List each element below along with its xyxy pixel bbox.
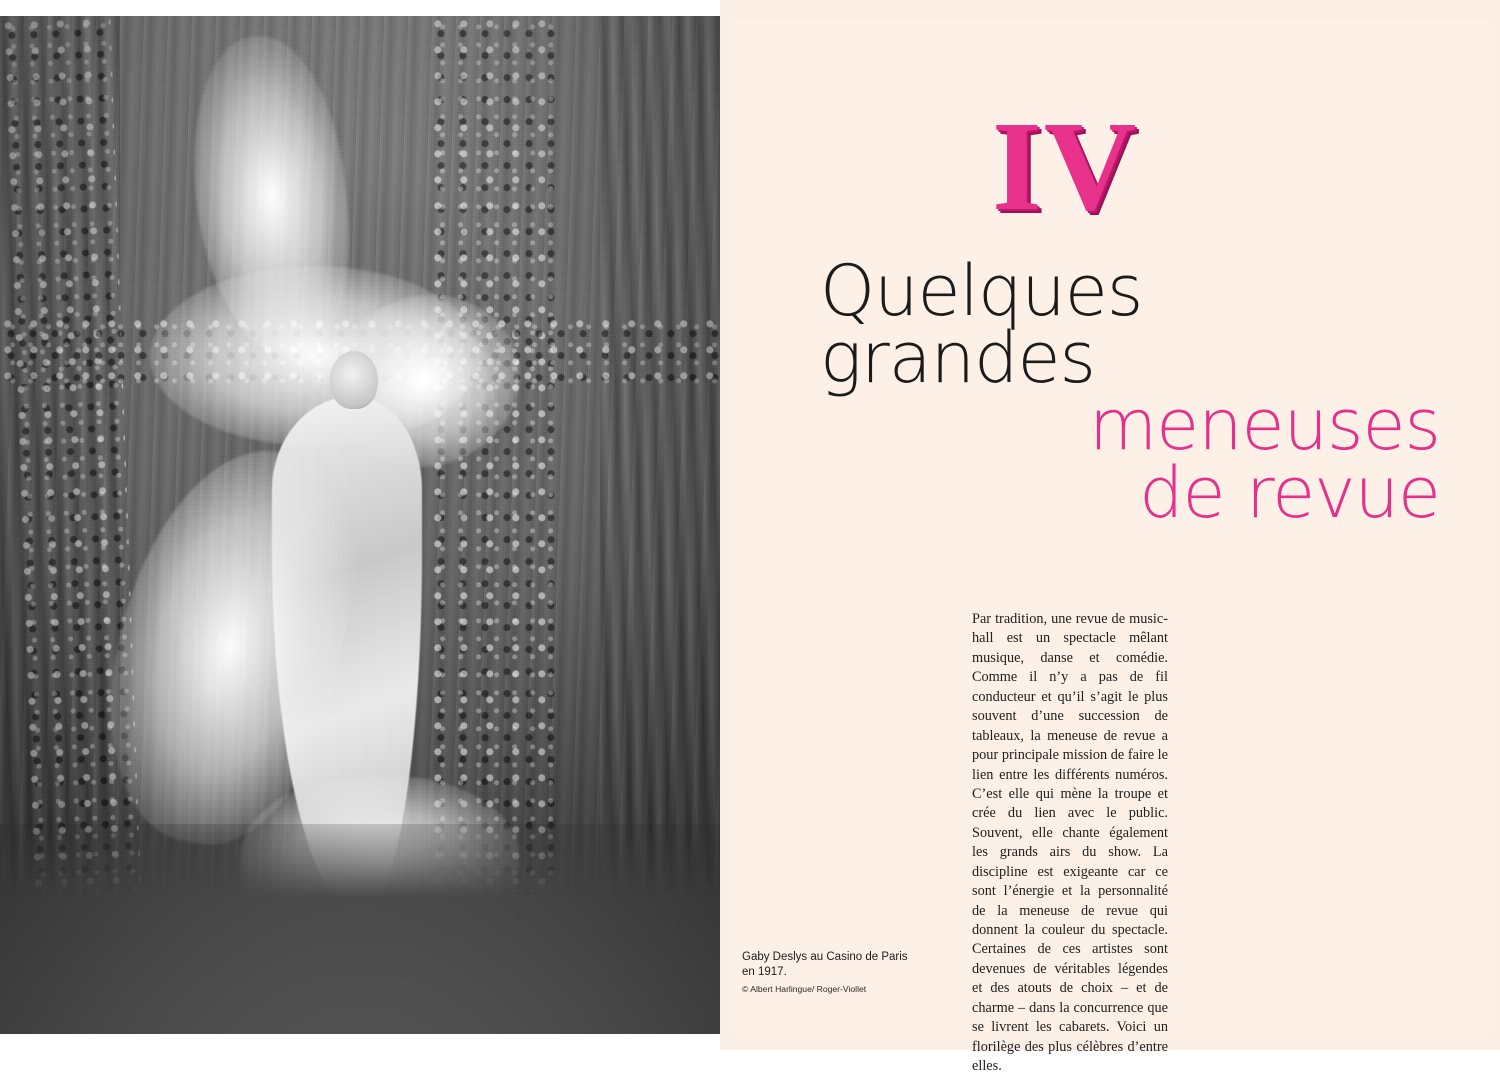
right-page-background: [730, 20, 1490, 1075]
chapter-number: IV: [992, 95, 1139, 237]
photo-vignette: [0, 16, 720, 1034]
title-line-2: grandes: [820, 317, 1096, 400]
caption-text: Gaby Deslys au Casino de Paris en 1917.: [742, 951, 908, 978]
title-line-4: de revue: [1139, 451, 1440, 534]
right-page: [720, 0, 1500, 1075]
page-title: [820, 250, 1440, 534]
left-page: [0, 0, 720, 1050]
intro-paragraph: Par tradition, une revue de music-hall est un spectacle mêlant musique, danse et comédie. Comme il n’y a pas de fil conducteur et qu’il s’agit le plus souvent d’une succession de tableaux, la meneuse de revue a pour principale mission de faire le lien entre les différents numéros. C’est elle qui mène la troupe et crée du lien avec le public. Souvent, elle chante également les grands airs du show. La discipline est exigeante car ce sont l’énergie et la personnalité de la meneuse de revue qui donnent la couleur du spectacle. Certaines de ces artistes sont devenues de véritables légendes et des atouts de choix – et de charme – dans la concurrence que se livrent les cabarets. Voici un florilège des plus célèbres d’entre elles.: [972, 611, 1168, 1075]
title-line-3: meneuses: [1088, 384, 1440, 467]
title-line-1: Quelques: [820, 250, 1143, 332]
archive-photograph: [0, 16, 720, 1034]
photo-caption: [742, 950, 922, 995]
photograph-image: [0, 16, 720, 1034]
caption-credit: © Albert Harlingue/ Roger-Viollet: [742, 984, 867, 995]
